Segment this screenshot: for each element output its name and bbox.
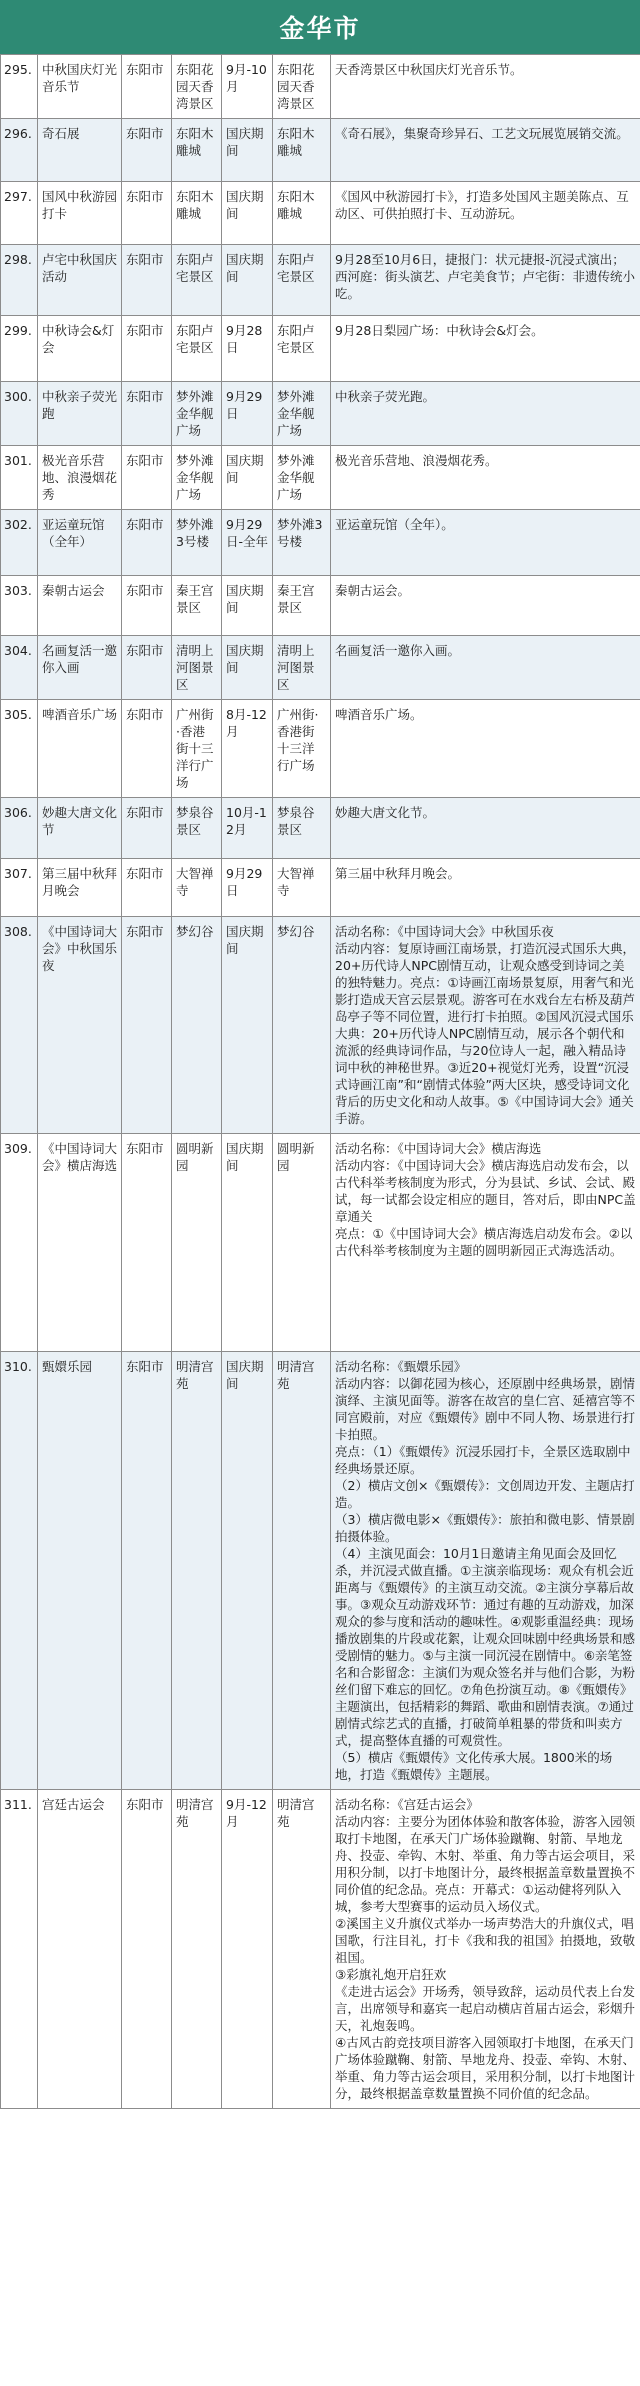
- row-number: 297.: [1, 182, 38, 245]
- row-number: 308.: [1, 917, 38, 1134]
- event-time: 9月-10月: [222, 55, 273, 119]
- venue: 广州街·香港街十三洋行广场: [172, 700, 222, 798]
- event-time: 9月29日: [222, 859, 273, 917]
- city: 东阳市: [122, 798, 172, 859]
- table-row: [1, 55, 640, 119]
- event-description: 活动名称：《甄嬛乐园》 活动内容：以御花园为核心，还原剧中经典场景，剧情演绎、主演见面等。游客在故宫的皇仁宫、延禧宫等不同宫殿前，对应《甄嬛传》剧中不同人物、场景进行打卡拍照。 亮点：（1）《甄嬛传》沉浸乐园打卡，全景区选取剧中经典场景还原。 （2）横店文创×《甄嬛传》：文创周边开发、主题店打造。 （3）横店微电影×《甄嬛传》：旅拍和微电影、情景剧拍摄体验。 （4）主演见面会：10月1日邀请主角见面会及回忆杀，并沉浸式做直播。①主演亲临现场：观众有机会近距离与《甄嬛传》的主演互动交流。②主演分享幕后故事。③观众互动游戏环节：通过有趣的互动游戏，加深观众的参与度和活动的趣味性。④观影重温经典：现场播放剧集的片段或花絮，让观众回味剧中经典场景和感受剧情的魅力。⑤与主演一同沉浸在剧情中。⑥亲笔签名和合影留念：主演们为观众签名并与他们合影，为粉丝们留下难忘的回忆。⑦角色扮演互动。⑧《甄嬛传》主题演出，包括精彩的舞蹈、歌曲和剧情表演。⑦通过剧情式综艺式的直播，打破简单粗暴的带货和叫卖方式，提高整体直播的可观赏性。 （5）横店《甄嬛传》文化传承大展。1800米的场地，打造《甄嬛传》主题展。: [331, 1352, 640, 1790]
- event-name: 秦朝古运会: [38, 576, 122, 636]
- event-description: 极光音乐营地、浪漫烟花秀。: [331, 446, 640, 510]
- event-time: 8月-12月: [222, 700, 273, 798]
- city: 东阳市: [122, 636, 172, 700]
- city: 东阳市: [122, 382, 172, 446]
- event-description: 活动名称：《中国诗词大会》横店海选 活动内容：《中国诗词大会》横店海选启动发布会，以古代科举考核制度为形式，分为县试、乡试、会试、殿试，每一试都会设定相应的题目，答对后，即由NPC盖章通关 亮点：①《中国诗词大会》横店海选启动发布会。②以古代科举考核制度为主题的圆明新园正式海选活动。: [331, 1134, 640, 1352]
- city: 东阳市: [122, 1790, 172, 2109]
- event-place: 梦外滩3号楼: [273, 510, 331, 576]
- event-place: 梦幻谷: [273, 917, 331, 1134]
- table-row: [1, 182, 640, 245]
- event-place: 广州街·香港街十三洋行广场: [273, 700, 331, 798]
- city: 东阳市: [122, 859, 172, 917]
- venue: 清明上河图景区: [172, 636, 222, 700]
- row-number: 296.: [1, 119, 38, 182]
- table-row: [1, 510, 640, 576]
- table-row: [1, 917, 640, 1134]
- table-row: [1, 700, 640, 798]
- event-time: 国庆期间: [222, 1352, 273, 1790]
- row-number: 299.: [1, 316, 38, 382]
- event-place: 梦外滩金华舰广场: [273, 382, 331, 446]
- event-time: 9月-12月: [222, 1790, 273, 2109]
- venue: 大智禅寺: [172, 859, 222, 917]
- event-name: 国风中秋游园打卡: [38, 182, 122, 245]
- table-row: [1, 119, 640, 182]
- city: 东阳市: [122, 510, 172, 576]
- row-number: 302.: [1, 510, 38, 576]
- row-number: 298.: [1, 245, 38, 316]
- event-name: 甄嬛乐园: [38, 1352, 122, 1790]
- event-time: 国庆期间: [222, 119, 273, 182]
- city: 东阳市: [122, 917, 172, 1134]
- table-row: [1, 382, 640, 446]
- event-description: 妙趣大唐文化节。: [331, 798, 640, 859]
- venue: 梦外滩3号楼: [172, 510, 222, 576]
- event-time: 国庆期间: [222, 245, 273, 316]
- event-description: 9月28日梨园广场：中秋诗会&灯会。: [331, 316, 640, 382]
- venue: 东阳卢宅景区: [172, 245, 222, 316]
- event-time: 国庆期间: [222, 182, 273, 245]
- table-row: [1, 1352, 640, 1790]
- event-name: 宫廷古运会: [38, 1790, 122, 2109]
- city: 东阳市: [122, 1134, 172, 1352]
- city: 东阳市: [122, 55, 172, 119]
- event-description: 9月28至10月6日，捷报门：状元捷报-沉浸式演出；西河庭：街头演艺、卢宅美食节；卢宅街：非遗传统小吃。: [331, 245, 640, 316]
- venue: 圆明新园: [172, 1134, 222, 1352]
- city: 东阳市: [122, 316, 172, 382]
- city: 东阳市: [122, 576, 172, 636]
- venue: 梦外滩金华舰广场: [172, 446, 222, 510]
- event-time: 国庆期间: [222, 636, 273, 700]
- event-name: 妙趣大唐文化节: [38, 798, 122, 859]
- event-place: 东阳卢宅景区: [273, 316, 331, 382]
- event-time: 国庆期间: [222, 1134, 273, 1352]
- event-name: 中秋国庆灯光音乐节: [38, 55, 122, 119]
- row-number: 303.: [1, 576, 38, 636]
- events-table: [0, 54, 640, 2109]
- row-number: 305.: [1, 700, 38, 798]
- event-name: 奇石展: [38, 119, 122, 182]
- venue: 东阳卢宅景区: [172, 316, 222, 382]
- venue: 东阳木雕城: [172, 119, 222, 182]
- row-number: 310.: [1, 1352, 38, 1790]
- row-number: 300.: [1, 382, 38, 446]
- table-row: [1, 636, 640, 700]
- event-place: 明清宫苑: [273, 1352, 331, 1790]
- row-number: 304.: [1, 636, 38, 700]
- event-time: 9月28日: [222, 316, 273, 382]
- event-place: 秦王宫景区: [273, 576, 331, 636]
- row-number: 301.: [1, 446, 38, 510]
- page-title: 金华市: [0, 0, 640, 54]
- table-row: [1, 1790, 640, 2109]
- event-time: 9月29日: [222, 382, 273, 446]
- event-time: 国庆期间: [222, 917, 273, 1134]
- row-number: 295.: [1, 55, 38, 119]
- event-name: 《中国诗词大会》横店海选: [38, 1134, 122, 1352]
- row-number: 306.: [1, 798, 38, 859]
- event-place: 东阳木雕城: [273, 182, 331, 245]
- event-description: 天香湾景区中秋国庆灯光音乐节。: [331, 55, 640, 119]
- city: 东阳市: [122, 700, 172, 798]
- event-place: 东阳木雕城: [273, 119, 331, 182]
- row-number: 309.: [1, 1134, 38, 1352]
- event-place: 圆明新园: [273, 1134, 331, 1352]
- venue: 秦王宫景区: [172, 576, 222, 636]
- event-name: 极光音乐营地、浪漫烟花秀: [38, 446, 122, 510]
- event-place: 大智禅寺: [273, 859, 331, 917]
- venue: 梦泉谷景区: [172, 798, 222, 859]
- event-description: 《国风中秋游园打卡》，打造多处国风主题美陈点、互动区、可供拍照打卡、互动游玩。: [331, 182, 640, 245]
- event-description: 啤酒音乐广场。: [331, 700, 640, 798]
- venue: 梦外滩金华舰广场: [172, 382, 222, 446]
- city: 东阳市: [122, 245, 172, 316]
- event-description: 中秋亲子荧光跑。: [331, 382, 640, 446]
- event-name: 中秋亲子荧光跑: [38, 382, 122, 446]
- event-time: 国庆期间: [222, 446, 273, 510]
- event-time: 10月-12月: [222, 798, 273, 859]
- city: 东阳市: [122, 182, 172, 245]
- table-row: [1, 859, 640, 917]
- event-description: 秦朝古运会。: [331, 576, 640, 636]
- event-place: 梦外滩金华舰广场: [273, 446, 331, 510]
- event-description: 《奇石展》，集聚奇珍异石、工艺文玩展览展销交流。: [331, 119, 640, 182]
- row-number: 311.: [1, 1790, 38, 2109]
- event-description: 亚运童玩馆（全年）。: [331, 510, 640, 576]
- event-name: 中秋诗会&灯会: [38, 316, 122, 382]
- venue: 明清宫苑: [172, 1790, 222, 2109]
- table-row: [1, 446, 640, 510]
- venue: 梦幻谷: [172, 917, 222, 1134]
- event-name: 名画复活一邀你入画: [38, 636, 122, 700]
- event-name: 第三届中秋拜月晚会: [38, 859, 122, 917]
- table-row: [1, 576, 640, 636]
- table-row: [1, 1134, 640, 1352]
- event-description: 活动名称：《中国诗词大会》中秋国乐夜 活动内容：复原诗画江南场景，打造沉浸式国乐大典，20+历代诗人NPC剧情互动，让观众感受到诗词之美的独特魅力。亮点：①诗画江南场景复原，用奢气和光影打造成天宫云层景观。游客可在水戏台左右桥及葫芦岛亭子等不同位置，进行打卡拍照。②国风沉浸式国乐大典：20+历代诗人NPC剧情互动，展示各个朝代和流派的经典诗词作品，与20位诗人一起，融入精品诗词中秋的神秘世界。③近20+视觉灯光秀，设置“沉浸式诗画江南”和“剧情式体验”两大区块，感受诗词文化背后的历史文化和动人故事。⑤《中国诗词大会》通关手游。: [331, 917, 640, 1134]
- city: 东阳市: [122, 446, 172, 510]
- event-place: 明清宫苑: [273, 1790, 331, 2109]
- event-description: 第三届中秋拜月晚会。: [331, 859, 640, 917]
- event-place: 东阳卢宅景区: [273, 245, 331, 316]
- event-name: 卢宅中秋国庆活动: [38, 245, 122, 316]
- table-row: [1, 798, 640, 859]
- event-name: 《中国诗词大会》中秋国乐夜: [38, 917, 122, 1134]
- event-description: 名画复活一邀你入画。: [331, 636, 640, 700]
- event-name: 亚运童玩馆（全年）: [38, 510, 122, 576]
- event-place: 清明上河图景区: [273, 636, 331, 700]
- venue: 东阳木雕城: [172, 182, 222, 245]
- venue: 东阳花园天香湾景区: [172, 55, 222, 119]
- event-place: 梦泉谷景区: [273, 798, 331, 859]
- table-row: [1, 245, 640, 316]
- event-description: 活动名称：《宫廷古运会》 活动内容：主要分为团体体验和散客体验，游客入园领取打卡地图，在承天门广场体验蹴鞠、射箭、旱地龙舟、投壶、牵钩、木射、举重、角力等古运会项目，采用积分制，以打卡地图计分，最终根据盖章数量置换不同价值的纪念品。亮点：开幕式：①运动健将列队入城，参考大型赛事的运动员入场仪式。 ②溪国主义升旗仪式举办一场声势浩大的升旗仪式，唱国歌，行注目礼，打卡《我和我的祖国》拍摄地，致敬祖国。 ③彩旗礼炮开启狂欢 《走进古运会》开场秀，领导致辞，运动员代表上台发言，出席领导和嘉宾一起启动横店首届古运会，彩烟升天，礼炮轰鸣。 ④古风古韵竞技项目游客入园领取打卡地图，在承天门广场体验蹴鞠、射箭、旱地龙舟、投壶、牵钩、木射、举重、角力等古运会项目，采用积分制，以打卡地图计分，最终根据盖章数量置换不同价值的纪念品。: [331, 1790, 640, 2109]
- city: 东阳市: [122, 1352, 172, 1790]
- venue: 明清宫苑: [172, 1352, 222, 1790]
- table-row: [1, 316, 640, 382]
- event-time: 9月29日-全年: [222, 510, 273, 576]
- event-time: 国庆期间: [222, 576, 273, 636]
- event-name: 啤酒音乐广场: [38, 700, 122, 798]
- row-number: 307.: [1, 859, 38, 917]
- event-place: 东阳花园天香湾景区: [273, 55, 331, 119]
- city: 东阳市: [122, 119, 172, 182]
